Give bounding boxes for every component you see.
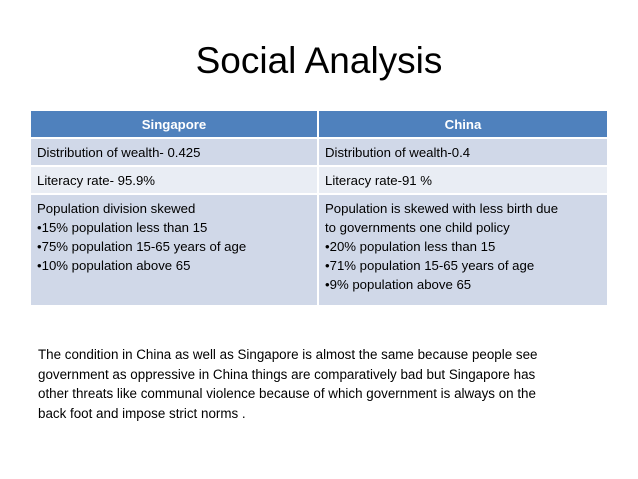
- china-population-line: •9% population above 65: [325, 277, 472, 292]
- china-wealth-cell: Distribution of wealth-0.4: [318, 138, 607, 166]
- china-literacy-cell: Literacy rate-91 %: [318, 166, 607, 194]
- singapore-population-cell: [31, 194, 318, 306]
- singapore-literacy-cell: Literacy rate- 95.9%: [31, 166, 318, 194]
- header-singapore: Singapore: [31, 111, 318, 138]
- singapore-population-line: Population division skewed: [37, 201, 196, 216]
- singapore-wealth-cell: Distribution of wealth- 0.425: [31, 138, 318, 166]
- china-population-line: to governments one child policy: [325, 220, 510, 235]
- table-row: [31, 194, 607, 306]
- singapore-population-line: •75% population 15-65 years of age: [37, 239, 247, 254]
- singapore-population-line: •15% population less than 15: [37, 220, 208, 235]
- header-china: China: [318, 111, 607, 138]
- paragraph-line: The condition in China as well as Singapore is almost the same because people see: [38, 347, 538, 362]
- china-population-line: •71% population 15-65 years of age: [325, 258, 535, 273]
- table-header-row: [31, 111, 607, 138]
- conclusion-paragraph: [38, 345, 604, 423]
- china-population-line: Population is skewed with less birth due: [325, 201, 559, 216]
- paragraph-line: other threats like communal violence because of which government is always on the: [38, 386, 536, 401]
- paragraph-line: government as oppressive in China things are comparatively bad but Singapore has: [38, 366, 536, 382]
- paragraph-line: back foot and impose strict norms .: [38, 405, 246, 421]
- singapore-population-line: •10% population above 65: [37, 258, 191, 273]
- table-row: [31, 138, 607, 166]
- comparison-table: [31, 111, 607, 307]
- china-population-cell: [318, 194, 607, 306]
- table-row: [31, 166, 607, 194]
- slide-title: Social Analysis: [195, 40, 443, 81]
- china-population-line: •20% population less than 15: [325, 239, 496, 254]
